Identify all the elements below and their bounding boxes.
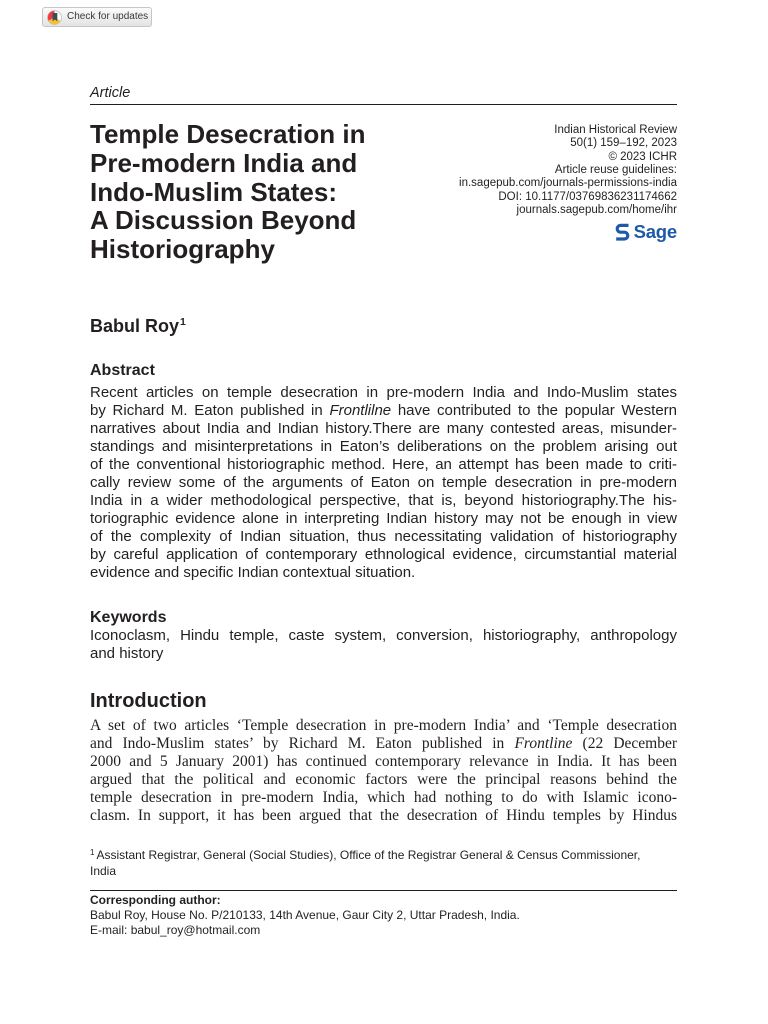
volume-pages: 50(1) 159–192, 2023 [570,137,677,150]
copyright-notice: © 2023 ICHR [608,150,677,163]
abstract-line: toriographic evidence alone in interpreting Indian history may not be enough in view [90,510,677,527]
keywords-line: Iconoclasm, Hindu temple, caste system, conversion, historiography, anthropology [90,627,677,644]
abstract-line [90,402,677,420]
corresponding-author-address: Babul Roy, House No. P/210133, 14th Avenue, Gaur City 2, Uttar Pradesh, India. [90,908,520,922]
body-line: 2000 and 5 January 2001) has continued contemporary relevance in India. It has been [90,753,677,770]
author-footnote-mark: 1 [180,316,186,328]
abstract-body [90,384,677,582]
footnote-text: Assistant Registrar, General (Social Studies), Office of the Registrar General & Census Commissioner, [96,848,641,862]
check-for-updates-label: Check for updates [67,11,149,22]
article-title [90,120,366,264]
reuse-guidelines-label: Article reuse guidelines: [554,164,677,177]
body-line-text: and Indo-Muslim states’ by Richard M. Eaton published in [90,735,515,752]
cited-journal-title: Frontline [514,735,573,752]
crossmark-icon [47,10,62,25]
sage-s-icon [615,223,630,242]
abstract-line: of the conventional historiographic method. Here, an attempt has been made to criti- [90,456,677,473]
abstract-line: evidence and specific Indian contextual situation. [90,564,416,581]
corresponding-author-block [90,893,520,938]
abstract-heading: Abstract [90,362,155,379]
body-line: argued that the political and economic factors were the principal reasons behind the [90,771,677,788]
cited-journal-title: Frontlilne [329,402,392,419]
body-line: temple desecration in pre-modern India, which had nothing to do with Islamic icono- [90,789,677,806]
title-line: Pre-modern India and [90,147,358,178]
article-type-label: Article [90,85,131,101]
keywords-line: and history [90,645,164,662]
footnote-mark: 1 [90,848,95,857]
body-line: A set of two articles ‘Temple desecration in pre-modern India’ and ‘Temple desecration [90,717,677,734]
footnote-line: India [90,864,117,878]
journal-name: Indian Historical Review [554,124,677,136]
abstract-line: standings and misinterpretations in Eaton’s deliberations on the problem arising out [90,438,677,455]
corresponding-author-label: Corresponding author: [90,893,221,907]
abstract-line: India in a wider methodological perspective, that is, beyond historiography.The his- [90,492,677,509]
title-line: Temple Desecration in [90,119,366,149]
abstract-line: narratives about India and Indian history.There are many contested areas, misunder- [90,420,677,437]
corresponding-author-email[interactable]: babul_roy@hotmail.com [130,923,261,937]
footnote-rule [90,890,677,891]
body-line [90,735,677,753]
introduction-body [90,717,677,825]
doi-link[interactable]: DOI: 10.1177/03769836231174662 [498,190,677,203]
footnote-line [90,848,640,864]
keywords-heading: Keywords [90,609,167,626]
body-line: clasm. In support, it has been argued that the desecration of Hindu temples by Hindus [90,807,677,824]
publisher-logo [615,222,677,242]
title-line: Historiography [90,234,275,264]
author-name-block [90,315,186,340]
title-line: A Discussion Beyond [90,205,357,236]
corresponding-author-email-row [90,923,520,938]
abstract-line: cally review some of the arguments of Eaton on temple desecration in pre-modern [90,474,677,491]
abstract-line: Recent articles on temple desecration in pre-modern India and Indo-Muslim states [90,384,677,401]
keywords-body [90,627,677,663]
journal-homepage-link[interactable]: journals.sagepub.com/home/ihr [516,204,677,217]
introduction-heading: Introduction [90,690,207,712]
publisher-logo-text: Sage [633,221,677,242]
author-name: Babul Roy [90,316,180,336]
email-label: E-mail: [90,923,128,937]
abstract-line: by careful application of contemporary ethnological evidence, circumstantial material [90,546,677,563]
abstract-line-text: have contributed to the popular Western [391,402,677,419]
abstract-line: of the complexity of Indian situation, thus necessitating validation of historiography [90,528,677,545]
check-for-updates-badge[interactable] [42,7,152,27]
body-line-text: (22 December [572,735,678,752]
affiliation-footnote [90,848,640,879]
abstract-line-text: by Richard M. Eaton published in [90,402,330,419]
journal-info [459,124,677,217]
title-line: Indo-Muslim States: [90,176,338,207]
reuse-guidelines-link[interactable]: in.sagepub.com/journals-permissions-india [459,177,677,190]
header-rule [90,104,677,105]
